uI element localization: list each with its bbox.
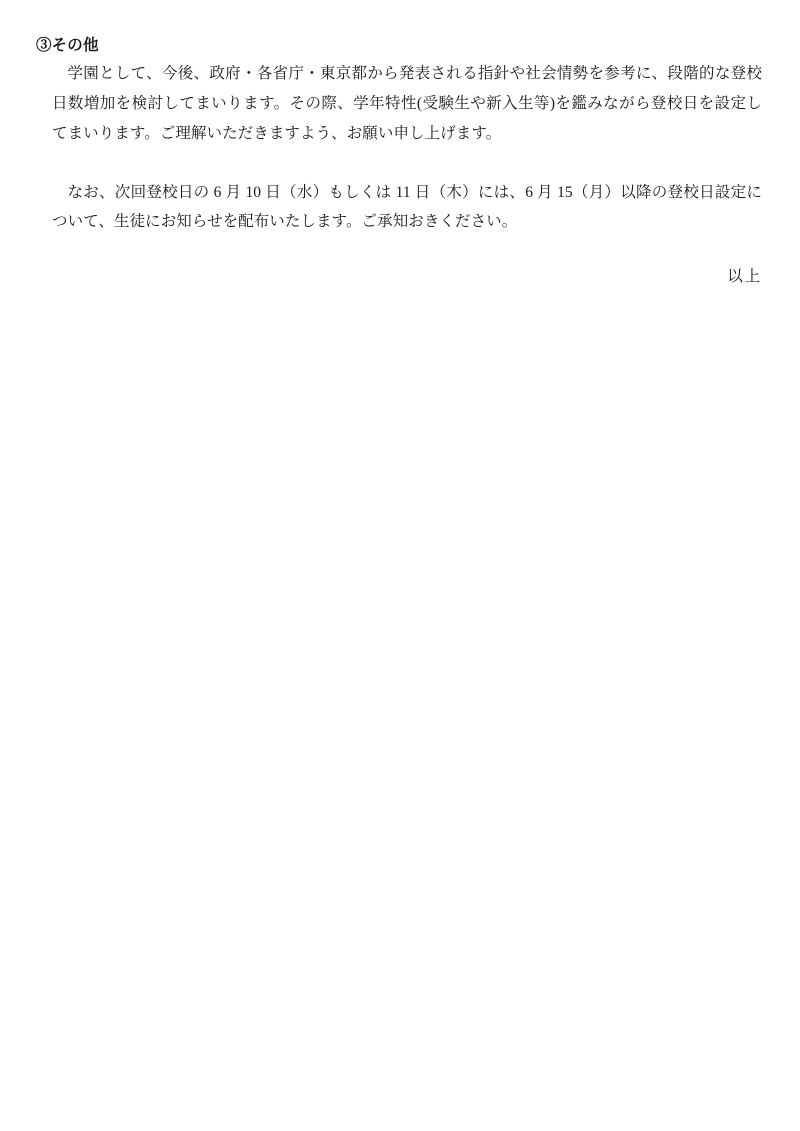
closing-block (36, 262, 764, 292)
closing-text: 以上 (727, 268, 762, 285)
paragraph-spacer (36, 149, 764, 178)
section-heading-other: ③その他 (36, 37, 99, 54)
paragraph-policy: 学園として、今後、政府・各省庁・東京都から発表される指針や社会情勢を参考に、段階的な登校日数増加を検討してまいります。その際、学年特性(受験生や新入生等)を鑑みながら登校日を設定してまいります。ご理解いただきますよう、お願い申し上げます。 (52, 65, 762, 142)
paragraph-next-school-days: なお、次回登校日の 6 月 10 日（水）もしくは 11 日（木）には、6 月 15（月）以降の登校日設定について、生徒にお知らせを配布いたします。ご承知おきください。 (52, 183, 762, 231)
